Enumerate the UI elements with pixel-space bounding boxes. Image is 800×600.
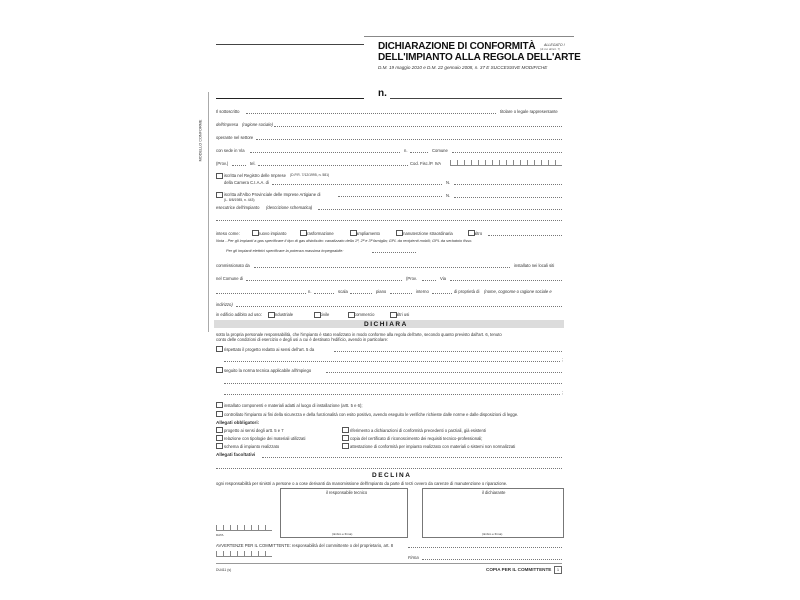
- installato-label: installato nei locali siti: [514, 263, 555, 268]
- allegato-progetto-checkbox[interactable]: [216, 427, 223, 433]
- tel-label: tel.: [250, 161, 256, 166]
- form-title-line2: DELL'IMPIANTO ALLA REGOLA DELL'ARTE: [378, 52, 581, 63]
- allegato-certificato-checkbox[interactable]: [342, 435, 349, 441]
- registro-label: iscritta nel Registro delle Imprese: [224, 173, 286, 178]
- tel-field[interactable]: [258, 165, 408, 166]
- progetto-checkbox[interactable]: [216, 346, 223, 352]
- inteso-label: inteso come:: [216, 231, 240, 236]
- settore-label: operante nel settore: [216, 135, 254, 140]
- ragione-sociale-label: (ragione sociale): [242, 122, 273, 127]
- allegati-obbligatori-label: Allegati obbligatori:: [216, 420, 260, 425]
- esecutrice-label: esecutrice dell'impianto: [216, 205, 260, 210]
- comune-field[interactable]: [452, 152, 562, 153]
- indirizzo-field-2[interactable]: [236, 306, 562, 307]
- dichiarante-box[interactable]: [422, 488, 564, 538]
- footer-rule: [216, 563, 562, 564]
- form-page: [196, 30, 581, 580]
- registro-checkbox[interactable]: [216, 173, 223, 179]
- declina-text: ogni responsabilità per sinistri a persone o a cose derivanti da manomissione dell'impianto da parte di terzi ovvero da carenze di manutenzione o riparazione.: [216, 481, 508, 486]
- descrizione-label: (descrizione schematica): [266, 205, 313, 210]
- header-rule-top: [364, 36, 574, 37]
- codfisc-label: Cod. Fisc./P. IVA: [410, 161, 442, 166]
- sottoscritto-field[interactable]: [246, 113, 496, 114]
- dichiara-intro-2: conto delle condizioni di esercizio e degli usi a cui è destinato l'edificio, avendo in particolare:: [216, 337, 389, 342]
- side-rule: [208, 92, 209, 332]
- allegati-facoltativi-field-2[interactable]: [216, 468, 562, 469]
- dichiara-heading: DICHIARA: [364, 321, 408, 328]
- allegato-sub: (di cui all'art. 7): [540, 47, 561, 51]
- allegato-label: ALLEGATO I: [544, 43, 565, 47]
- norma-semicolon: ;: [562, 390, 564, 395]
- sede-label: con sede in Via: [216, 148, 245, 153]
- cciaa-n-label: N.: [446, 180, 451, 185]
- dichiarante-timbro: (timbro e firma): [482, 532, 503, 536]
- progetto-label: rispettato il progetto redatto ai sensi dell'art. 5 da: [224, 347, 315, 352]
- albo-ref: (L. 8/8/1985, n. 443): [224, 198, 255, 202]
- componenti-checkbox[interactable]: [216, 402, 223, 408]
- sede-n-label: n.: [404, 148, 408, 153]
- header-rule-left: [216, 44, 364, 45]
- via-comm-field[interactable]: [450, 280, 562, 281]
- cciaa-field[interactable]: [272, 184, 442, 185]
- firma-field[interactable]: [422, 559, 562, 560]
- opt-manutenzione-label: manutenzione straordinaria: [402, 231, 453, 236]
- allegato-certificato-label: copia del certificato di riconoscimento dei requisiti tecnico-professionali;: [350, 436, 483, 441]
- progetto-semicolon: ;: [562, 357, 564, 362]
- opt-nuovo-label: nuovo impianto: [258, 231, 287, 236]
- n-comm-field[interactable]: [314, 293, 334, 294]
- responsabile-label: il responsabile tecnico: [326, 490, 368, 495]
- albo-label: iscritta all'Albo Provinciale delle Imprese Artigiane di: [224, 192, 321, 197]
- prov-field[interactable]: [232, 165, 246, 166]
- form-code: DU411 (s): [216, 568, 232, 572]
- number-field[interactable]: [390, 98, 562, 99]
- potenza-field[interactable]: [372, 252, 416, 253]
- firma-label: Firma: [408, 555, 419, 560]
- norma-field-3[interactable]: [224, 394, 560, 395]
- scala-field[interactable]: [350, 293, 372, 294]
- interno-field[interactable]: [432, 293, 452, 294]
- uso-commercio-label: commercio: [354, 312, 375, 317]
- indirizzo-label: indirizzo): [216, 302, 233, 307]
- interno-label: interno: [416, 289, 429, 294]
- form-title-line1: DICHIARAZIONE DI CONFORMITÀ: [378, 41, 536, 52]
- copia-label: COPIA PER IL COMMITTENTE: [486, 567, 552, 572]
- allegato-attestazione-checkbox[interactable]: [342, 443, 349, 449]
- data-label: DATA: [216, 533, 224, 537]
- note-elettrici: Per gli impianti elettrici specificare la potenza massima impegnabile:: [226, 248, 344, 253]
- allegato-riferimento-checkbox[interactable]: [342, 427, 349, 433]
- responsabile-box[interactable]: [280, 488, 408, 538]
- proprieta-label: di proprietà di: [454, 289, 480, 294]
- piano-field[interactable]: [390, 293, 412, 294]
- norma-field-2[interactable]: [224, 383, 562, 384]
- codfisc-grid[interactable]: [450, 160, 562, 166]
- albo-checkbox[interactable]: [216, 192, 223, 198]
- via-comm-label: Via: [440, 276, 446, 281]
- allegato-riferimento-label: riferimento a dichiarazioni di conformità precedenti o parziali, già esistenti: [350, 428, 486, 433]
- norma-label: seguito la norma tecnica applicabile all'impiego: [224, 368, 312, 373]
- committente-data-field[interactable]: [216, 551, 272, 557]
- allegato-relazione-checkbox[interactable]: [216, 435, 223, 441]
- allegato-relazione-label: relazione con tipologie dei materiali utilizzati: [224, 436, 306, 441]
- note-gas: Nota - Per gli impianti a gas specificare il tipo di gas distribuito: canalizzato della 1ª, 2ª e 3ª famiglia; GPL da recipienti mobili; GPL da serbatoio fisso.: [216, 238, 473, 243]
- esecutrice-field-2[interactable]: [216, 220, 562, 221]
- prov-comm-label: (Prov.: [406, 276, 417, 281]
- header-rule-mid: [216, 98, 364, 99]
- avvertenze-field[interactable]: [408, 547, 562, 548]
- impresa-label: dell'impresa: [216, 122, 239, 127]
- uso-industriale-label: industriale: [274, 312, 294, 317]
- albo-n-label: N.: [446, 193, 451, 198]
- data-field[interactable]: [216, 525, 272, 531]
- allegati-facoltativi-field[interactable]: [262, 457, 562, 458]
- titolare-label: titolare o legale rappresentante: [500, 109, 558, 114]
- albo-n-field[interactable]: [454, 197, 562, 198]
- edificio-label: in edificio adibito ad uso:: [216, 312, 262, 317]
- declina-heading: DECLINA: [372, 472, 412, 479]
- opt-altro-label: altro: [474, 231, 483, 236]
- controllato-checkbox[interactable]: [216, 411, 223, 417]
- side-label: MODELLO CONFORME: [198, 119, 203, 162]
- prov-comm-field[interactable]: [422, 280, 436, 281]
- piano-label: piano: [376, 289, 387, 294]
- controllato-label: controllato l'impianto ai fini della sicurezza e della funzionalità con esito positivo, avendo eseguito le verifiche richieste dalle norme e dalle disposizioni di legge.: [224, 412, 519, 417]
- cciaa-n-field[interactable]: [454, 184, 562, 185]
- allegato-schema-label: schema di impianto realizzato: [224, 444, 280, 449]
- uso-altri-label: altri usi: [396, 312, 410, 317]
- settore-field[interactable]: [256, 139, 562, 140]
- progetto-field[interactable]: [334, 351, 562, 352]
- allegato-schema-checkbox[interactable]: [216, 443, 223, 449]
- commissionato-field[interactable]: [254, 267, 510, 268]
- dichiarante-label: il dichiarante: [482, 490, 506, 495]
- impresa-field[interactable]: [274, 126, 562, 127]
- scala-label: scala: [338, 289, 348, 294]
- allegati-facoltativi-label: Allegati facoltativi: [216, 452, 256, 457]
- commissionato-label: commissionato da: [216, 263, 250, 268]
- sede-field[interactable]: [250, 152, 400, 153]
- sottoscritto-label: Il sottoscritto: [216, 109, 240, 114]
- responsabile-timbro: (timbro e firma): [332, 532, 353, 536]
- registro-ref: (D.P.R. 7/12/1995, n. 581): [290, 173, 330, 177]
- componenti-label: installato componenti e materiali adatti al luogo di installazione (artt. 5 e 6);: [224, 403, 363, 408]
- progetto-field-2[interactable]: [224, 361, 560, 362]
- norma-checkbox[interactable]: [216, 367, 223, 373]
- comune-comm-field[interactable]: [246, 280, 402, 281]
- sede-n-field[interactable]: [410, 152, 428, 153]
- opt-trasformazione-label: trasformazione: [306, 231, 334, 236]
- form-subtitle: D.M. 19 maggio 2010 e D.M. 22 gennaio 2008, n. 37 E SUCCESSIVE MODIFICHE: [378, 65, 548, 70]
- allegato-progetto-label: progetto ai sensi degli artt. 5 e 7: [224, 428, 284, 433]
- avvertenze-label: AVVERTENZE PER IL COMMITTENTE: responsabilità del committente o del proprietario, art. 8: [216, 543, 394, 548]
- dichiara-intro-1: sotto la propria personale responsabilità, che l'impianto è stato realizzato in modo conforme alla regola dell'arte, secondo quanto previsto dall'art. 6, tenuto: [216, 332, 502, 337]
- norma-field[interactable]: [326, 372, 562, 373]
- proprieta-desc: (nome, cognome o ragione sociale e: [484, 289, 552, 294]
- uso-civile-label: civile: [320, 312, 330, 317]
- indirizzo-field-1[interactable]: [216, 293, 306, 294]
- prov-label: (Prov.): [216, 161, 229, 166]
- opt-ampliamento-label: ampliamento: [356, 231, 380, 236]
- n-comm-label: n.: [308, 289, 312, 294]
- copia-number-badge: 1: [554, 566, 562, 574]
- opt-altro-field[interactable]: [488, 235, 562, 236]
- esecutrice-field[interactable]: [318, 209, 562, 210]
- comune-comm-label: nel Comune di: [216, 276, 244, 281]
- cciaa-label: della Camera C.I.A.A. di: [224, 180, 269, 185]
- comune-label: Comune: [432, 148, 448, 153]
- albo-field[interactable]: [338, 196, 442, 197]
- allegato-attestazione-label: attestazione di conformità per impianto realizzato con materiali o sistemi non normalizzati: [350, 444, 516, 449]
- number-label: n.: [378, 88, 387, 99]
